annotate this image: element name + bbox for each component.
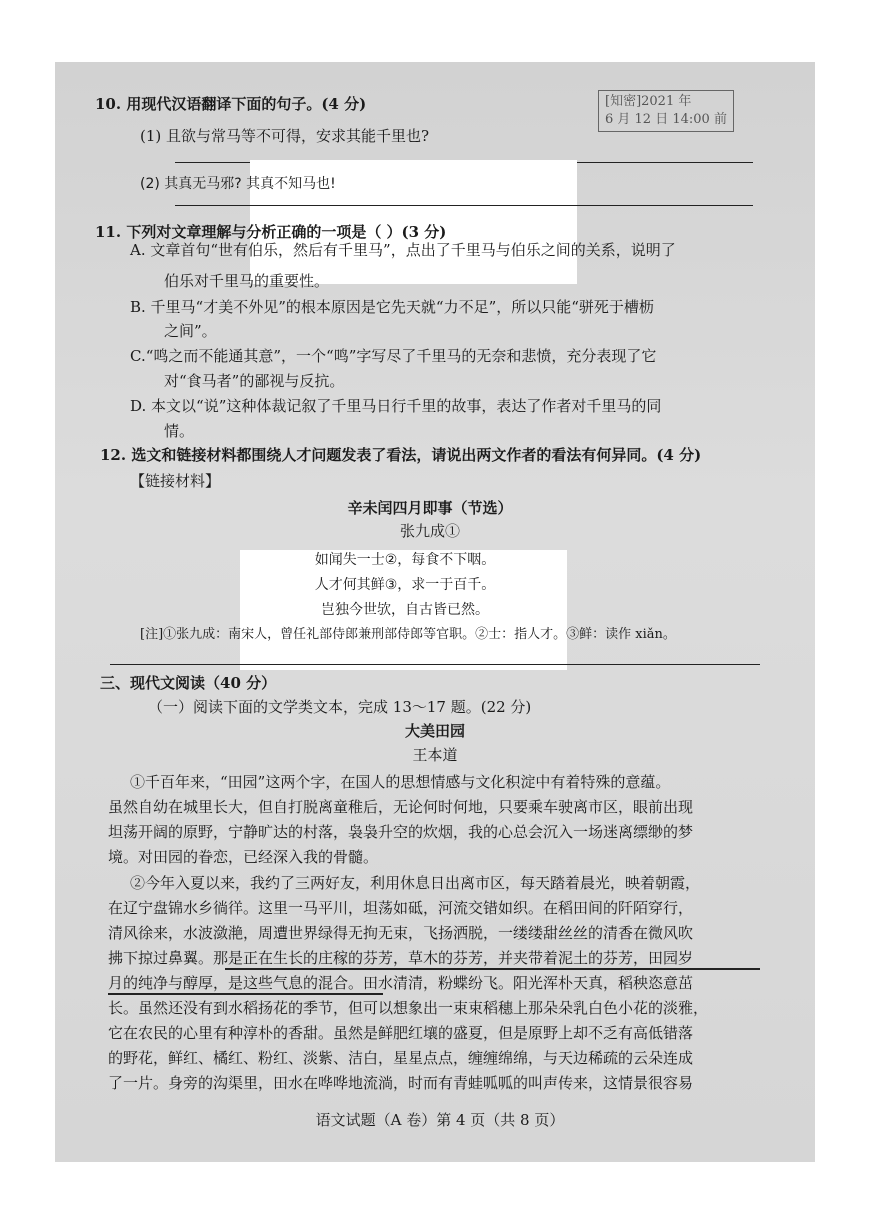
link-material-label: 【链接材料】 [130,472,221,490]
article-title: 大美田园 [404,722,465,740]
para-2-line-5: 月的纯净与醇厚，是这些气息的混合。田水清清，粉蝶纷飞。阳光浑朴天真，稻秧恣意茁 [108,974,694,992]
q11-option-d-cont: 情。 [164,422,195,440]
handwritten-underline [108,993,383,995]
section-3-title: 三、现代文阅读（40 分） [100,674,277,692]
answer-line [175,205,753,206]
confidential-stamp [598,90,734,132]
para-1-line-3: 坦荡开阔的原野，宁静旷达的村落，袅袅升空的炊烟，我的心总会沉入一场迷离缥缈的梦 [108,823,694,841]
para-2-line-3: 清风徐来，水波潋滟，周遭世界绿得无拘无束，飞扬洒脱，一缕缕甜丝丝的清香在微风吹 [108,924,694,942]
para-2-line-9: 了一片。身旁的沟渠里，田水在哗哗地流淌，时而有青蛙呱呱的叫声传来，这情景很容易 [108,1074,694,1092]
section-3-subtitle: （一）阅读下面的文学类文本，完成 13～17 题。(22 分) [148,698,532,716]
para-1-line-4: 境。对田园的眷恋，已经深入我的骨髓。 [108,848,379,866]
poem-title: 辛未闰四月即事（节选） [347,499,513,517]
q11-option-c: C.“鸣之而不能通其意”，一个“鸣”字写尽了千里马的无奈和悲愤，充分表现了它 [130,347,657,365]
q11-option-c-cont: 对“食马者”的鄙视与反抗。 [164,372,345,390]
para-2-line-2: 在辽宁盘锦水乡徜徉。这里一马平川，坦荡如砥，河流交错如织。在稻田间的阡陌穿行， [108,899,694,917]
q11-option-a: A. 文章首句“世有伯乐，然后有千里马”，点出了千里马与伯乐之间的关系，说明了 [130,241,676,259]
poem-author: 张九成① [399,522,460,540]
handwritten-underline [225,968,760,970]
poem-line-3: 岂独今世欤，自古皆已然。 [321,602,489,618]
q10-sentence-1: (1) 且欲与常马等不可得，安求其能千里也? [140,127,430,145]
para-2-line-6: 长。虽然还没有到水稻扬花的季节，但可以想象出一束束稻穗上那朵朵乳白色小花的淡雅， [108,999,709,1017]
q11-option-a-cont: 伯乐对千里马的重要性。 [164,272,330,290]
article-author: 王本道 [412,746,458,764]
q10-title: 10. 用现代汉语翻译下面的句子。(4 分) [95,95,367,113]
poem-line-2: 人才何其鲜③，求一于百千。 [314,577,496,593]
para-1-line-1: ①千百年来，“田园”这两个字，在国人的思想情感与文化积淀中有着特殊的意蕴。 [130,773,671,791]
stamp-line-2: 6 月 12 日 14:00 前 [605,112,727,127]
q11-option-b: B. 千里马“才美不外见”的根本原因是它先天就“力不足”，所以只能“骈死于槽枥 [130,298,654,316]
para-2-line-1: ②今年入夏以来，我约了三两好友，利用休息日出离市区，每天踏着晨光，映着朝霞， [130,874,701,892]
q11-title: 11. 下列对文章理解与分析正确的一项是（ ）(3 分) [95,223,447,241]
stamp-line-1: [知密]2021 年 [605,94,692,109]
q10-sentence-2: (2) 其真无马邪? 其真不知马也! [140,176,336,192]
poem-note: [注]①张九成：南宋人，曾任礼部侍郎兼刑部侍郎等官职。②士：指人才。③鲜：读作 xiǎn。 [140,627,676,642]
poem-line-1: 如闻失一士②，每食不下咽。 [314,552,496,568]
page-footer: 语文试题（A 卷）第 4 页（共 8 页） [315,1111,565,1129]
q12-title: 12. 选文和链接材料都围绕人才问题发表了看法，请说出两文作者的看法有何异同。(4 分) [100,446,702,464]
para-2-line-8: 的野花，鲜红、橘红、粉红、淡紫、洁白，星星点点，缠缠绵绵，与天边稀疏的云朵连成 [108,1049,694,1067]
q11-option-b-cont: 之间”。 [164,322,217,340]
para-2-line-7: 它在农民的心里有种淳朴的香甜。虽然是鲜肥红壤的盛夏，但是原野上却不乏有高低错落 [108,1024,694,1042]
para-2-line-4: 拂下掠过鼻翼。那是正在生长的庄稼的芬芳，草木的芬芳，并夹带着泥土的芬芳，田园岁 [108,949,694,967]
q11-option-d: D. 本文以“说”这种体裁记叙了千里马日行千里的故事，表达了作者对千里马的同 [130,397,662,415]
para-1-line-2: 虽然自幼在城里长大，但自打脱离童稚后，无论何时何地，只要乘车驶离市区，眼前出现 [108,798,694,816]
section-divider [110,664,760,665]
